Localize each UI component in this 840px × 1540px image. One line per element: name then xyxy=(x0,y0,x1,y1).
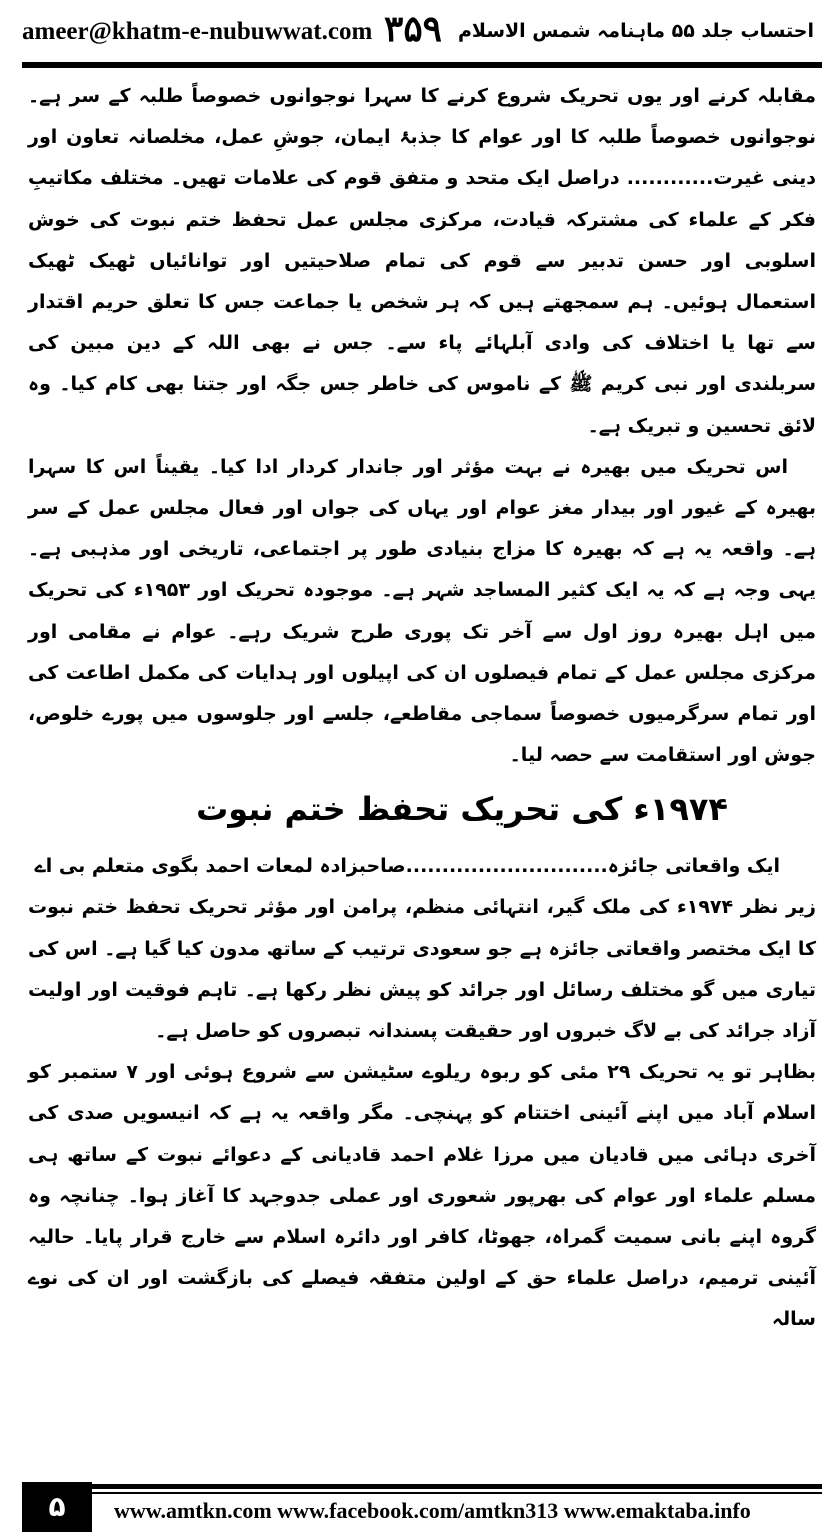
section-paragraph-1: زیر نظر ۱۹۷۴ء کی ملک گیر، انتہائی منظم، پرامن اور مؤثر تحریک تحفظ ختم نبوت کا ایک مختصر واقعاتی جائزہ ہے جو سعودی ترتیب کے ساتھ مدون کیا گیا ہے۔ اس کی تیاری میں گو مختلف رسائل اور جرائد کو پیش نظر رکھا ہے۔ تاہم فوقیت اور اولیت آزاد جرائد کی بے لاگ خبروں اور حقیقت پسندانہ تبصروں کو حاصل ہے۔ xyxy=(28,896,816,1043)
header-journal-title: احتساب جلد ۵۵ ماہنامہ شمس الاسلام xyxy=(457,20,814,42)
byline-dots: ............................ xyxy=(405,855,608,878)
byline-subtitle: ایک واقعاتی جائزہ xyxy=(607,855,780,878)
byline-author: صاحبزادہ لمعات احمد بگوی متعلم بی اے xyxy=(34,855,406,878)
footer-rule xyxy=(22,1484,822,1489)
paragraph-2: اس تحریک میں بھیرہ نے بہت مؤثر اور جاندار کردار ادا کیا۔ یقیناً اس کا سہرا بھیرہ کے غیور اور بیدار مغز عوام اور یہاں کی جواں اور فعال مجلس عمل کے سر ہے۔ واقعہ یہ ہے کہ بھیرہ کا مزاج بنیادی طور پر اجتماعی، تاریخی اور مذہبی ہے۔ یہی وجہ ہے کہ یہ ایک کثیر المساجد شہر ہے۔ موجودہ تحریک اور ۱۹۵۳ء کی تحریک میں اہل بھیرہ روز اول سے آخر تک پوری طرح شریک رہے۔ عوام نے مقامی اور مرکزی مجلس عمل کے تمام فیصلوں ان کی اپیلوں اور ہدایات کی مکمل اطاعت کی اور تمام سرگرمیوں خصوصاً سماجی مقاطعے، جلسے اور جلوسوں میں پورے خلوص، جوش اور استقامت سے حصہ لیا۔ xyxy=(28,455,816,767)
header-email: ameer@khatm-e-nubuwwat.com xyxy=(22,18,373,45)
byline xyxy=(28,846,816,887)
header-rule xyxy=(22,62,822,68)
footer-links: www.amtkn.com www.facebook.com/amtkn313 www.emaktaba.info xyxy=(114,1498,751,1523)
article-body xyxy=(28,76,816,1341)
page-footer xyxy=(22,1484,822,1534)
footer-rule-thin xyxy=(22,1492,822,1494)
section-heading: ۱۹۷۴ء کی تحریک تحفظ ختم نبوت xyxy=(196,790,728,829)
header-page-number: ۳۵۹ xyxy=(384,9,443,49)
paragraph-1: مقابلہ کرنے اور یوں تحریک شروع کرنے کا سہرا نوجوانوں خصوصاً طلبہ کے سر ہے۔ نوجوانوں خصوصاً طلبہ کا اور عوام کا جذبۂ ایمان، جوشِ عمل، مخلصانہ تعاون اور دینی غیرت............ دراصل ایک متحد و متفق قوم کی علامات تھیں۔ مختلف مکاتیبِ فکر کے علماء کی مشترکہ قیادت، مرکزی مجلس عمل تحفظ ختم نبوت کی خوش اسلوبی اور حسن تدبیر سے قوم کی تمام صلاحیتیں اور توانائیاں ٹھیک ٹھیک استعمال ہوئیں۔ ہم سمجھتے ہیں کہ ہر شخص یا جماعت جس کا تعلق حریم اقتدار سے تھا یا اختلاف کی وادی آبلہائے پاء سے۔ جس نے بھی اللہ کے دین مبین کی سربلندی اور نبی کریم ﷺ کے ناموس کی خاطر جس جگہ اور جتنا بھی کام کیا۔ وہ لائق تحسین و تبریک ہے۔ xyxy=(28,85,816,437)
footer-page-number: ۵ xyxy=(22,1482,92,1532)
page-header xyxy=(22,8,814,58)
section-paragraph-2: بظاہر تو یہ تحریک ۲۹ مئی کو ربوہ ریلوے سٹیشن سے شروع ہوئی اور ۷ ستمبر کو اسلام آباد میں اپنے آئینی اختتام کو پہنچی۔ مگر واقعہ یہ ہے کہ انیسویں صدی کی آخری دہائی میں قادیان میں مرزا غلام احمد قادیانی کے دعوائے نبوت کے ساتھ ہی مسلم علماء اور عوام کی بھرپور شعوری اور عملی جدوجہد کا آغاز ہوا۔ چنانچہ وہ گروہ اپنے بانی سمیت گمراہ، جھوٹا، کافر اور دائرہ اسلام سے خارج قرار پایا۔ حالیہ آئینی ترمیم، دراصل علماء حق کے اولین متفقہ فیصلے کی بازگشت اور ان کی نوے سالہ xyxy=(28,1061,816,1331)
